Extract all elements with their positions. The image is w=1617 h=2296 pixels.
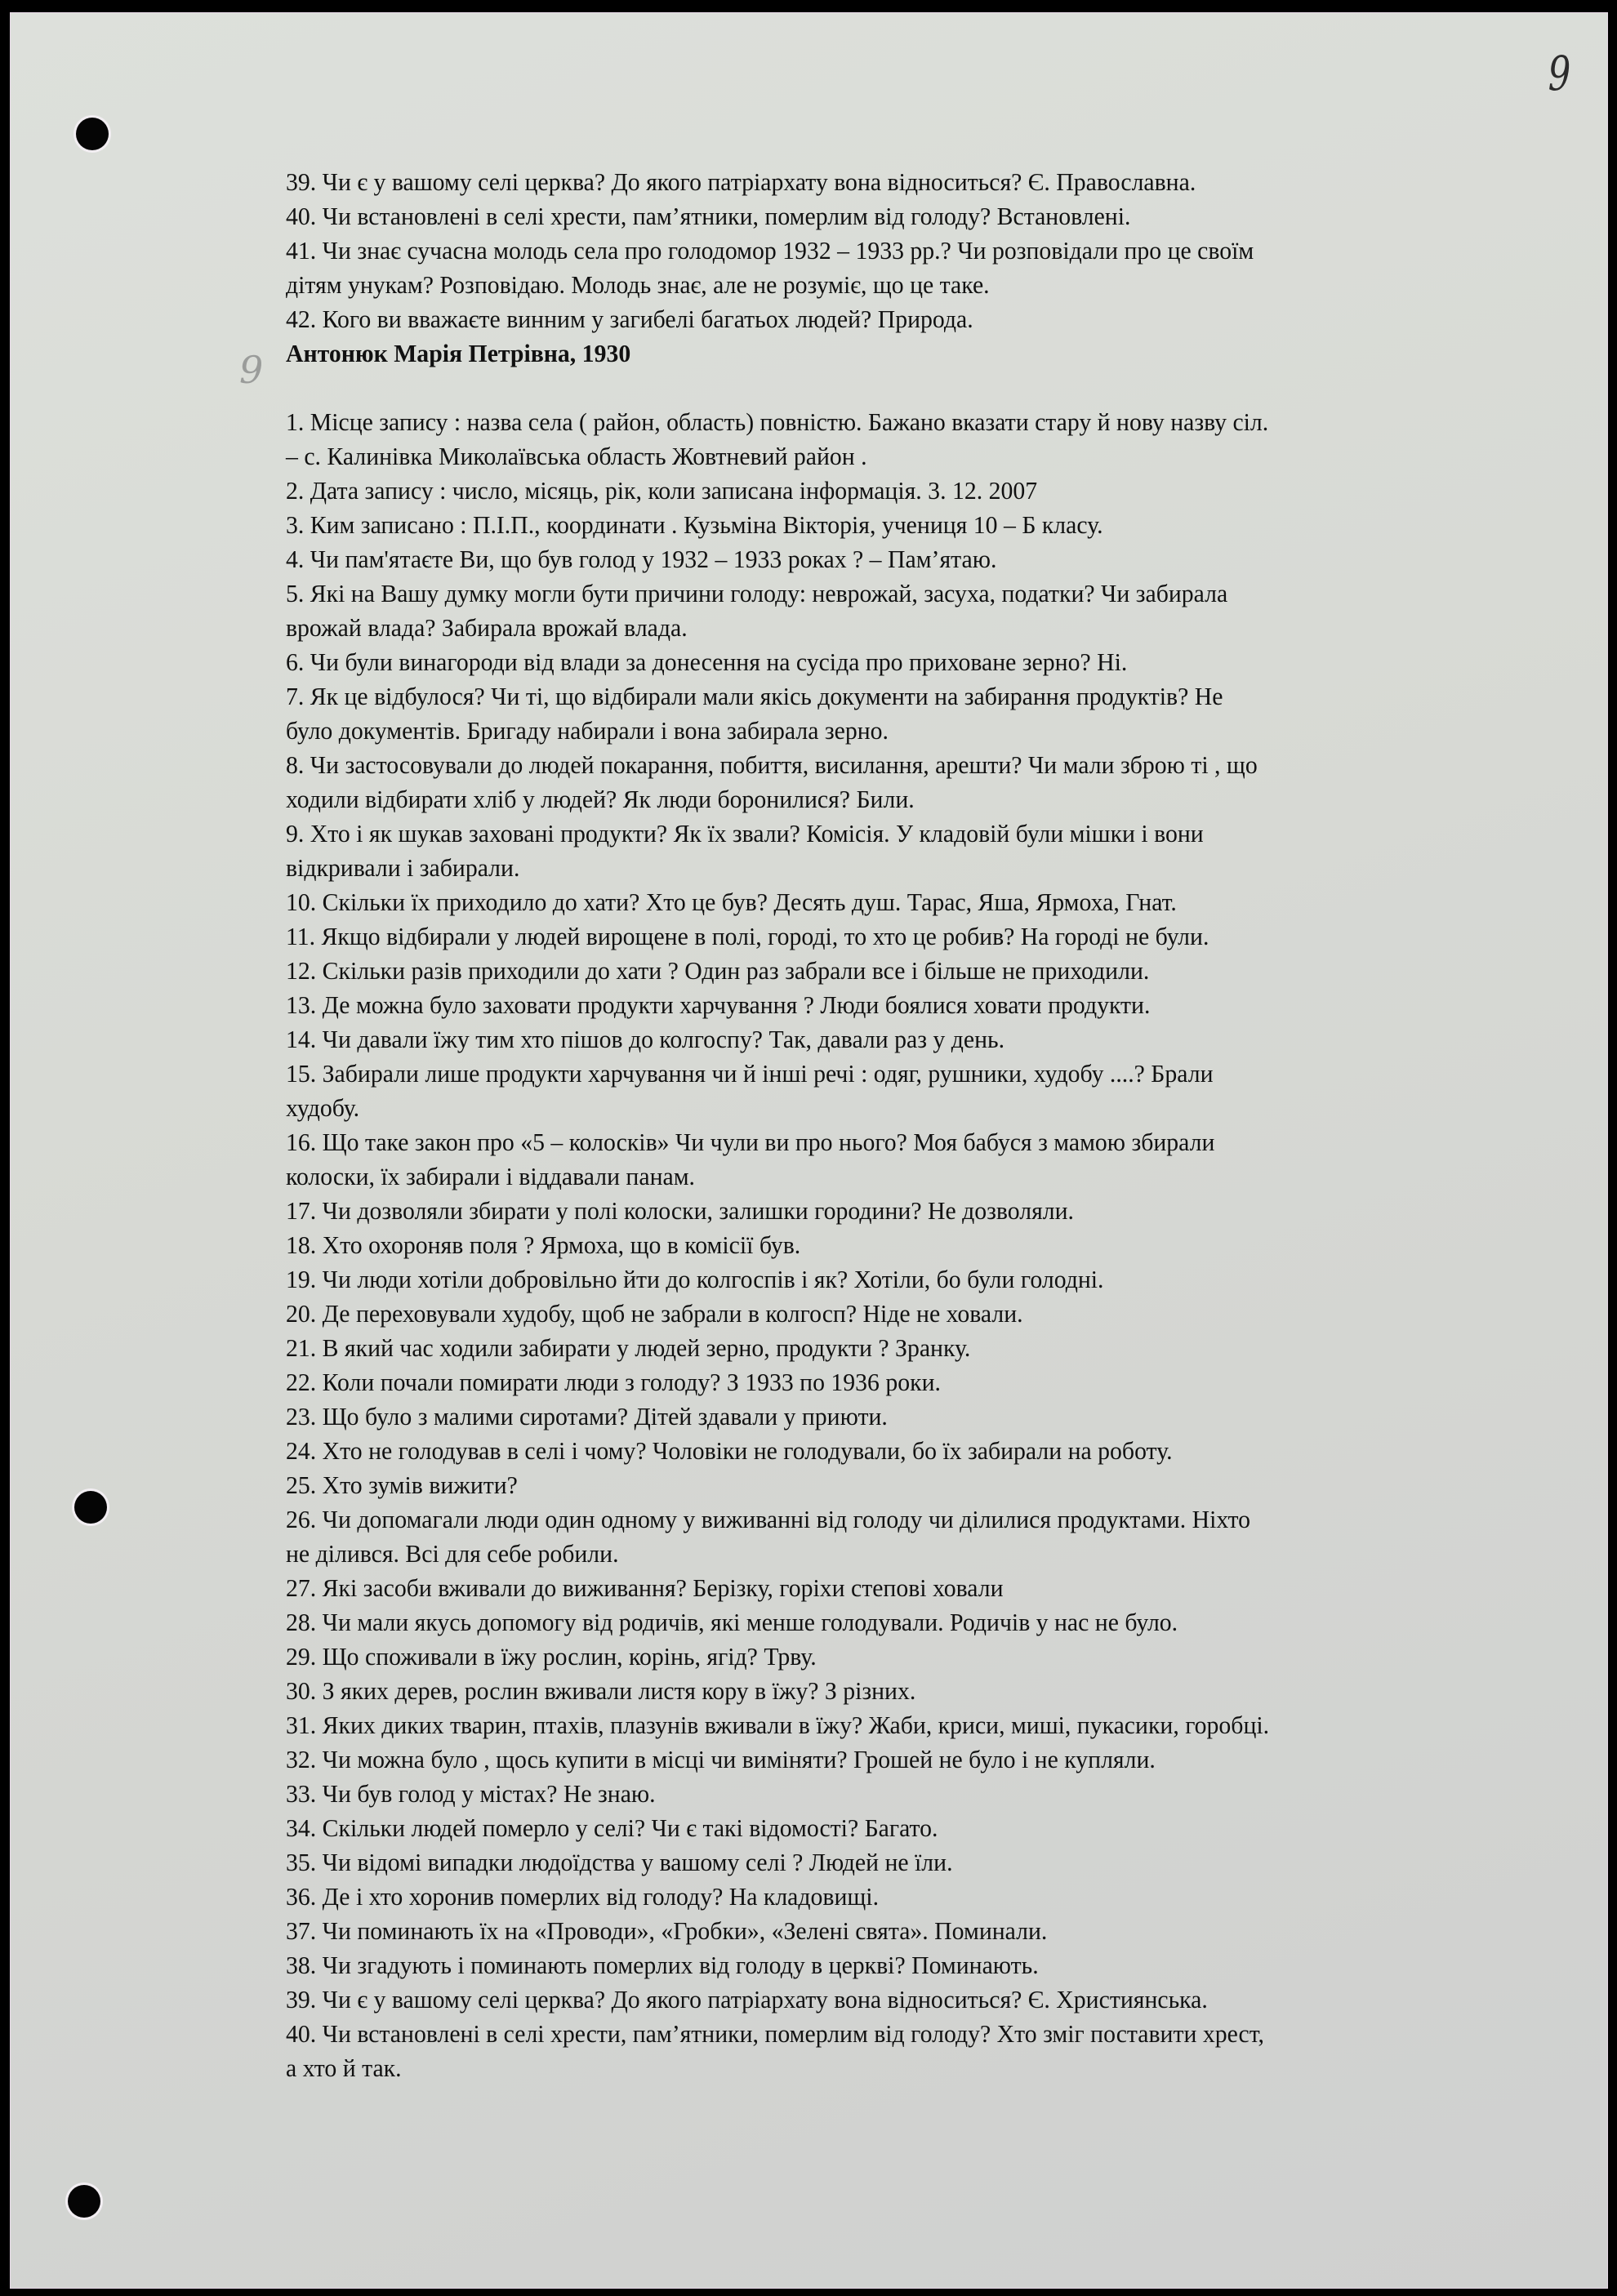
text-line: 13. Де можна було заховати продукти харчування ? Люди боялися ховати продукти.: [286, 990, 1151, 1019]
text-line: ходили відбирати хліб у людей? Як люди боронилися? Били.: [286, 785, 915, 813]
text-line: 11. Якщо відбирали у людей вирощене в полі, городі, то хто це робив? На городі не були.: [286, 922, 1209, 950]
text-line: 25. Хто зумів вижити?: [286, 1471, 518, 1499]
text-line: 26. Чи допомагали люди один одному у виживанні від голоду чи ділилися продуктами. Ніхто: [286, 1505, 1251, 1533]
text-line: 37. Чи поминають їх на «Проводи», «Гробки», «Зелені свята». Поминали.: [286, 1916, 1048, 1945]
text-line: 8. Чи застосовували до людей покарання, побиття, висилання, арешти? Чи мали зброю ті , що: [286, 750, 1258, 779]
text-line: – с. Калинівка Миколаївська область Жовтневий район .: [286, 442, 867, 470]
text-line: 27. Які засоби вживали до виживання? Берізку, горіхи степові ховали: [286, 1573, 1004, 1602]
text-line: 39. Чи є у вашому селі церква? До якого патріархату вона відноситься? Є. Християнська.: [286, 1985, 1208, 2013]
text-line: 9. Хто і як шукав заховані продукти? Як їх звали? Комісія. У кладовій були мішки і вони: [286, 819, 1204, 848]
document-text: [286, 165, 1592, 2085]
punch-hole: [74, 1491, 107, 1524]
text-line: 19. Чи люди хотіли добровільно йти до колгоспів і як? Хотіли, бо були голодні.: [286, 1265, 1104, 1293]
text-line: відкривали і забирали.: [286, 853, 520, 882]
text-line: 10. Скільки їх приходило до хати? Хто це був? Десять душ. Тарас, Яша, Ярмоха, Гнат.: [286, 888, 1177, 916]
text-line: 21. В який час ходили забирати у людей зерно, продукти ? Зранку.: [286, 1333, 971, 1362]
text-line: 34. Скільки людей померло у селі? Чи є такі відомості? Багато.: [286, 1813, 938, 1842]
text-line: 7. Як це відбулося? Чи ті, що відбирали мали якісь документи на забирання продуктів? Не: [286, 682, 1223, 710]
previous-respondent-answers: [286, 165, 1592, 336]
text-line: 40. Чи встановлені в селі хрести, пам’ятники, померлим від голоду? Хто зміг поставити хрест,: [286, 2019, 1264, 2048]
text-line: було документів. Бригаду набирали і вона забирала зерно.: [286, 716, 889, 745]
respondent-heading: Антонюк Марія Петрівна, 1930: [286, 339, 631, 367]
handwritten-margin-mark: 9: [239, 348, 264, 392]
text-line: 38. Чи згадують і поминають померлих від голоду в церкві? Поминають.: [286, 1951, 1039, 1979]
text-line: 29. Що споживали в їжу рослин, корінь, ягід? Трву.: [286, 1642, 817, 1671]
text-line: 39. Чи є у вашому селі церква? До якого патріархату вона відноситься? Є. Православна.: [286, 167, 1196, 196]
text-line: а хто й так.: [286, 2053, 402, 2082]
text-line: 5. Які на Вашу думку могли бути причини голоду: неврожай, засуха, податки? Чи забирала: [286, 579, 1228, 607]
text-line: 17. Чи дозволяли збирати у полі колоски, залишки городини? Не дозволяли.: [286, 1196, 1074, 1225]
text-line: 12. Скільки разів приходили до хати ? Один раз забрали все і більше не приходили.: [286, 956, 1150, 985]
text-line: не ділився. Всі для себе робили.: [286, 1539, 619, 1568]
text-line: 32. Чи можна було , щось купити в місці чи виміняти? Грошей не було і не купляли.: [286, 1745, 1156, 1773]
punch-hole: [68, 2185, 100, 2218]
text-line: 14. Чи давали їжу тим хто пішов до колгоспу? Так, давали раз у день.: [286, 1025, 1005, 1053]
interview-answers: [286, 405, 1592, 2085]
text-line: 2. Дата запису : число, місяць, рік, коли записана інформація. 3. 12. 2007: [286, 476, 1038, 505]
text-line: 24. Хто не голодував в селі і чому? Чоловіки не голодували, бо їх забирали на роботу.: [286, 1436, 1173, 1465]
text-line: 1. Місце запису : назва села ( район, область) повністю. Бажано вказати стару й нову назву сіл.: [286, 407, 1269, 436]
text-line: 28. Чи мали якусь допомогу від родичів, які менше голодували. Родичів у нас не було.: [286, 1608, 1178, 1636]
text-line: 16. Що таке закон про «5 – колосків» Чи чули ви про нього? Моя бабуся з мамою збирали: [286, 1128, 1215, 1156]
text-line: 42. Кого ви вважаєте винним у загибелі багатьох людей? Природа.: [286, 305, 973, 333]
text-line: дітям унукам? Розповідаю. Молодь знає, але не розуміє, що це таке.: [286, 270, 990, 299]
blank-line: [286, 371, 1592, 405]
text-line: 3. Ким записано : П.І.П., координати . Кузьміна Вікторія, учениця 10 – Б класу.: [286, 510, 1103, 539]
handwritten-page-number: 9: [1548, 46, 1571, 101]
text-line: колоски, їх забирали і віддавали панам.: [286, 1162, 695, 1190]
text-line: 15. Забирали лише продукти харчування чи й інші речі : одяг, рушники, худобу ....? Брали: [286, 1059, 1214, 1088]
text-line: 36. Де і хто хоронив померлих від голоду? На кладовищі.: [286, 1882, 880, 1911]
text-line: 33. Чи був голод у містах? Не знаю.: [286, 1779, 656, 1808]
text-line: 41. Чи знає сучасна молодь села про голодомор 1932 – 1933 рр.? Чи розповідали про це своїм: [286, 236, 1254, 265]
text-line: 35. Чи відомі випадки людоїдства у вашому селі ? Людей не їли.: [286, 1848, 953, 1876]
text-line: 4. Чи пам'ятаєте Ви, що був голод у 1932 – 1933 роках ? – Пам’ятаю.: [286, 545, 997, 573]
text-line: 18. Хто охороняв поля ? Ярмоха, що в комісії був.: [286, 1230, 801, 1259]
text-line: худобу.: [286, 1093, 360, 1122]
punch-hole: [76, 118, 109, 150]
text-line: 40. Чи встановлені в селі хрести, пам’ятники, померлим від голоду? Встановлені.: [286, 202, 1131, 230]
text-line: врожай влада? Забирала врожай влада.: [286, 613, 688, 642]
text-line: 6. Чи були винагороди від влади за донесення на сусіда про приховане зерно? Ні.: [286, 647, 1128, 676]
text-line: 20. Де переховували худобу, щоб не забрали в колгосп? Ніде не ховали.: [286, 1299, 1023, 1328]
text-line: 30. З яких дерев, рослин вживали листя кору в їжу? З різних.: [286, 1676, 916, 1705]
text-line: 22. Коли почали помирати люди з голоду? З 1933 по 1936 роки.: [286, 1368, 941, 1396]
text-line: 31. Яких диких тварин, птахів, плазунів вживали в їжу? Жаби, криси, миші, пукасики, горобці.: [286, 1711, 1270, 1739]
text-line: 23. Що було з малими сиротами? Дітей здавали у приюти.: [286, 1402, 888, 1431]
